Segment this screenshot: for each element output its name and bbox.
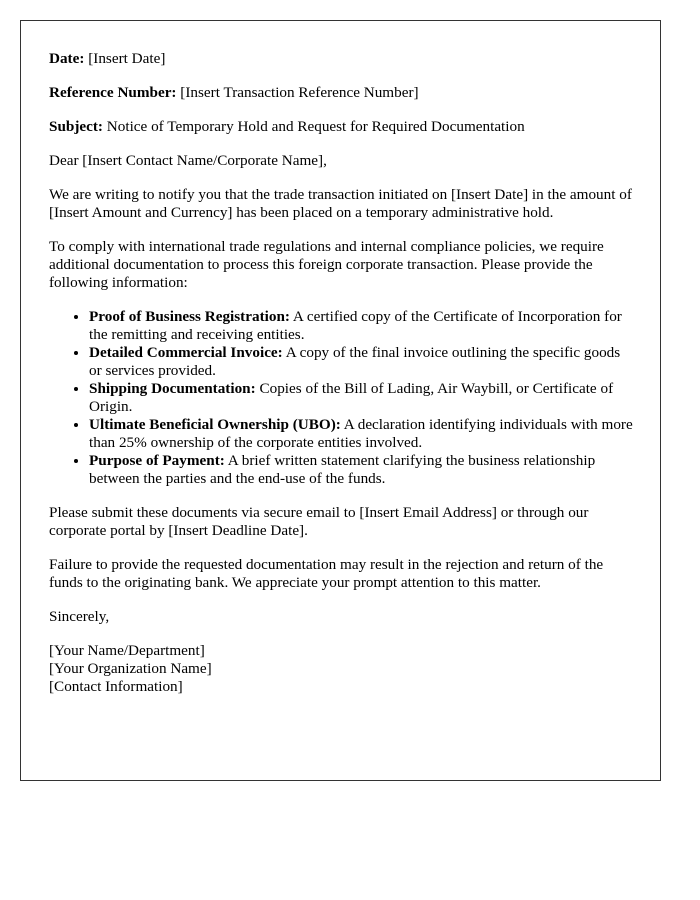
item-text: A copy of the final invoice outlining the specific goods or services provided. xyxy=(89,344,621,379)
subject-label: Subject: xyxy=(49,118,103,135)
item-text: A certified copy of the Certificate of Incorporation for the remitting and receiving entities. xyxy=(89,308,622,343)
item-title: Proof of Business Registration: xyxy=(89,308,290,325)
item-text: A brief written statement clarifying the business relationship between the parties and the end-use of the funds. xyxy=(89,452,596,487)
item-text: Copies of the Bill of Lading, Air Waybill, or Certificate of Origin. xyxy=(89,380,614,415)
list-item xyxy=(89,344,633,380)
requirements-list xyxy=(49,308,633,488)
list-item xyxy=(89,380,633,416)
signature-contact: [Contact Information] xyxy=(49,678,183,695)
reference-label: Reference Number: xyxy=(49,84,177,101)
salutation: Dear [Insert Contact Name/Corporate Name], xyxy=(49,152,327,169)
date-value: [Insert Date] xyxy=(88,50,166,67)
signature-block xyxy=(49,642,633,696)
letter xyxy=(20,20,661,781)
subject-value: Notice of Temporary Hold and Request for Required Documentation xyxy=(106,118,525,135)
item-title: Shipping Documentation: xyxy=(89,380,256,397)
closing-paragraph: Failure to provide the requested documentation may result in the rejection and return of the funds to the originating bank. We appreciate your prompt attention to this matter. xyxy=(49,556,604,591)
list-item xyxy=(89,452,633,488)
reference-value: [Insert Transaction Reference Number] xyxy=(180,84,419,101)
reference-line xyxy=(49,84,633,102)
list-item xyxy=(89,416,633,452)
closing-paragraph: Please submit these documents via secure email to [Insert Email Address] or through our corporate portal by [Insert Deadline Date]. xyxy=(49,504,589,539)
date-label: Date: xyxy=(49,50,85,67)
signoff: Sincerely, xyxy=(49,608,110,625)
signature-name: [Your Name/Department] xyxy=(49,642,205,659)
list-item xyxy=(89,308,633,344)
body-paragraph: We are writing to notify you that the trade transaction initiated on [Insert Date] in the amount of [Insert Amount and Currency] has been placed on a temporary administrative hold. xyxy=(49,186,632,221)
subject-line xyxy=(49,118,633,136)
item-title: Purpose of Payment: xyxy=(89,452,225,469)
signature-organization: [Your Organization Name] xyxy=(49,660,212,677)
item-text: A declaration identifying individuals with more than 25% ownership of the corporate entities involved. xyxy=(89,416,633,451)
item-title: Detailed Commercial Invoice: xyxy=(89,344,283,361)
date-line xyxy=(49,50,633,68)
body-paragraph: To comply with international trade regulations and internal compliance policies, we require additional documentation to process this foreign corporate transaction. Please provide the following information: xyxy=(49,238,604,291)
item-title: Ultimate Beneficial Ownership (UBO): xyxy=(89,416,341,433)
